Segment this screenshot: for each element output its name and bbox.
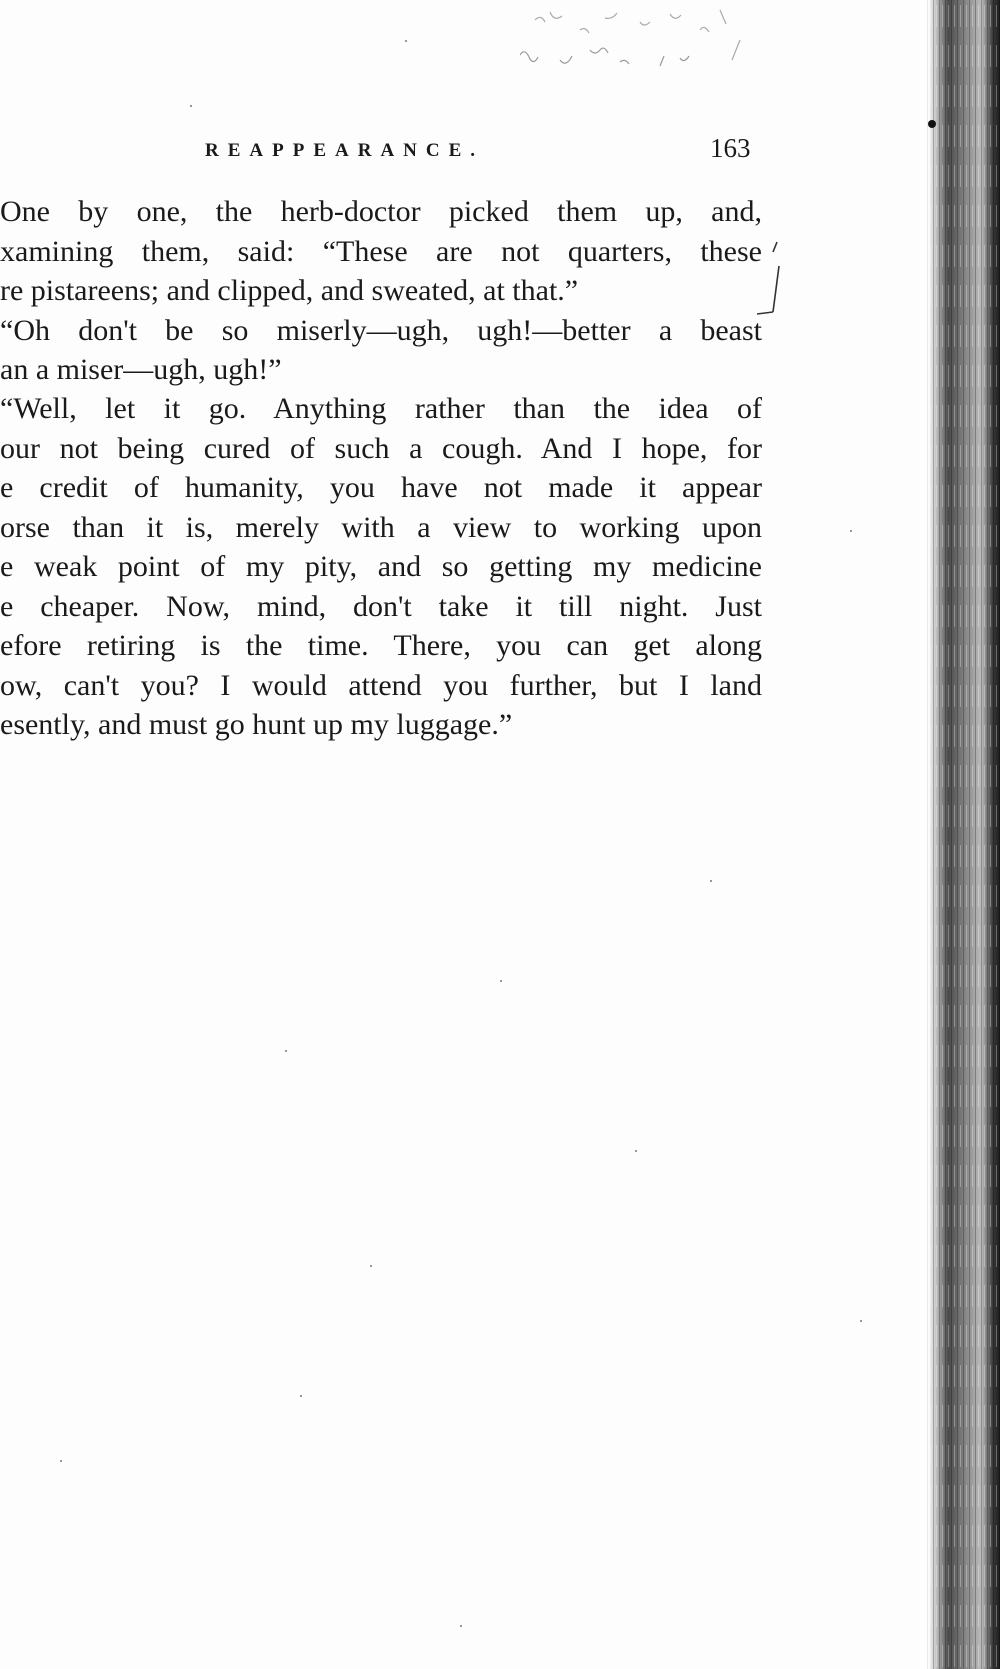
text-line: e cheaper. Now, mind, don't take it till night. Just [0,590,762,623]
paper-speck [405,40,407,42]
text-line: an a miser—ugh, ugh!” [0,353,282,386]
paper-speck [635,1150,637,1152]
text-line: “Well, let it go. Anything rather than the idea of [0,392,762,425]
paper-speck [850,530,852,532]
text-line: One by one, the herb-doctor picked them up, and, [0,195,762,228]
pencil-annotation-marks [520,0,780,100]
page-number: 163 [710,133,751,163]
paper-speck [710,880,712,882]
text-line: re pistareens; and clipped, and sweated, at that.” [0,274,579,307]
text-line: “Oh don't be so miserly—ugh, ugh!—better a beast [0,314,762,347]
margin-bracket-mark [755,240,785,320]
paper-speck [500,980,502,982]
paper-speck [300,1395,302,1397]
paper-speck [60,1460,62,1462]
text-line: orse than it is, merely with a view to working upon [0,511,762,544]
text-line: e weak point of my pity, and so getting my medicine [0,550,762,583]
text-line: xamining them, said: “These are not quarters, these [0,235,762,268]
text-line: e credit of humanity, you have not made it appear [0,471,762,504]
paper-speck [860,1320,862,1322]
book-binding-edge [920,0,1000,1669]
paper-speck [460,1625,462,1627]
paper-speck [190,105,192,107]
text-line: esently, and must go hunt up my luggage.” [0,708,513,741]
text-line: our not being cured of such a cough. And I hope, for [0,432,762,465]
running-head: REAPPEARANCE. [205,140,485,161]
paper-speck [370,1265,372,1267]
text-line: ow, can't you? I would attend you further, but I land [0,669,762,702]
paper-speck [285,1050,287,1052]
text-line: efore retiring is the time. There, you can get along [0,629,762,662]
